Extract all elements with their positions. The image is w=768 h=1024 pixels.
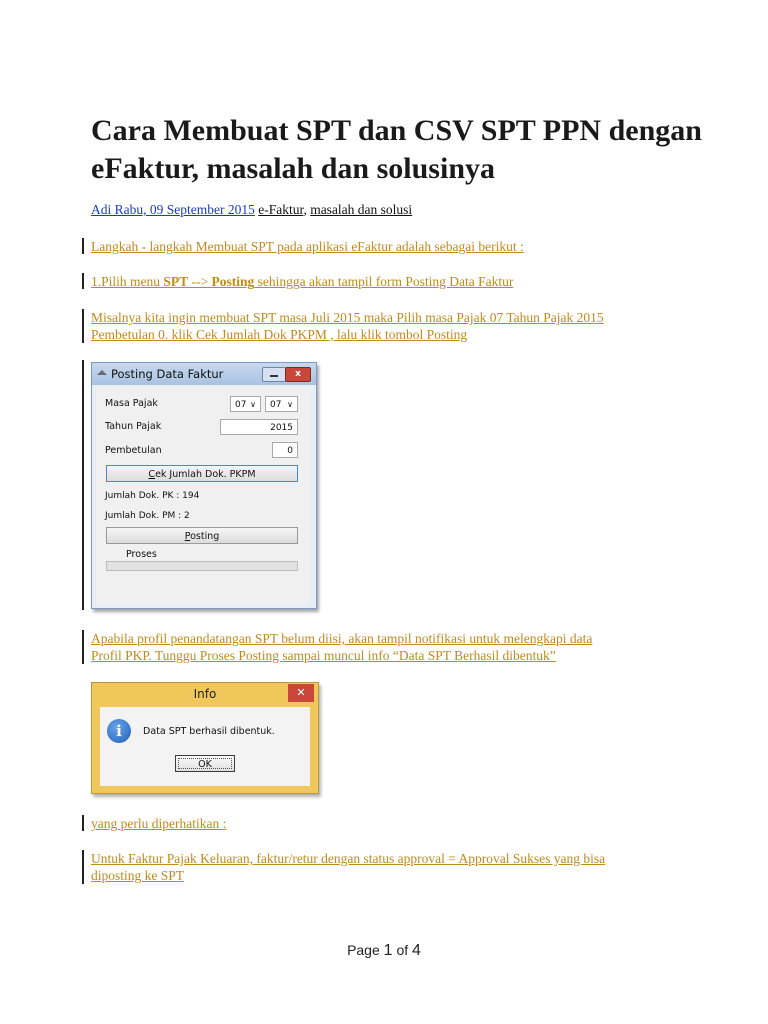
- step1-menu-spt: SPT: [163, 274, 189, 289]
- pembetulan-field[interactable]: 0: [272, 442, 298, 458]
- page-of: of: [392, 942, 413, 958]
- info-dialog-title: Info: [193, 687, 217, 701]
- proses-label: Proses: [126, 549, 157, 560]
- category-link-masalah[interactable]: masalah dan solusi: [310, 202, 413, 217]
- quote-bar: [82, 238, 84, 254]
- profile-line-2[interactable]: Profil PKP. Tunggu Proses Posting sampai muncul info “Data SPT Berhasil dibentuk”: [91, 648, 556, 663]
- faktur-line-2[interactable]: diposting ke SPT: [91, 868, 185, 883]
- tahun-pajak-field[interactable]: 2015: [220, 419, 298, 435]
- author-date-link[interactable]: Adi Rabu, 09 September 2015: [91, 202, 255, 217]
- quote-bar: [82, 850, 84, 884]
- info-close-button[interactable]: ✕: [288, 684, 314, 702]
- page-footer: [0, 942, 768, 960]
- step1-menu-posting: Posting: [211, 274, 255, 289]
- profile-line-1[interactable]: Apabila profil penandatangan SPT belum diisi, akan tampil notifikasi untuk melengkapi data: [91, 631, 593, 646]
- masa-pajak-label: Masa Pajak: [105, 398, 158, 409]
- ok-button[interactable]: OK: [175, 755, 235, 772]
- masa-from-value: 07: [235, 400, 247, 410]
- step1-prefix: 1.Pilih menu: [91, 274, 164, 289]
- quote-bar: [82, 630, 84, 664]
- info-message: Data SPT berhasil dibentuk.: [143, 726, 275, 737]
- info-dialog-body: [100, 707, 310, 786]
- example-paragraph: [91, 309, 691, 343]
- faktur-paragraph: [91, 850, 691, 884]
- jumlah-pm-text: Jumlah Dok. PM : 2: [105, 511, 190, 521]
- quote-bar: [82, 815, 84, 831]
- quote-bar: [82, 309, 84, 343]
- window-title: Posting Data Faktur: [111, 367, 224, 381]
- intro-paragraph: [91, 238, 691, 255]
- masa-to-value: 07: [270, 400, 282, 410]
- category-link-efaktur[interactable]: e-Faktur: [258, 202, 304, 217]
- information-icon: i: [107, 719, 131, 743]
- minimize-button[interactable]: [262, 367, 286, 382]
- category-separator: ,: [303, 202, 307, 217]
- example-line-2[interactable]: Pembetulan 0. klik Cek Jumlah Dok PKPM , lalu klik tombol Posting: [91, 327, 468, 342]
- chevron-down-icon: ∨: [287, 400, 293, 409]
- masa-to-select[interactable]: [265, 396, 298, 412]
- faktur-line-1[interactable]: Untuk Faktur Pajak Keluaran, faktur/retur dengan status approval = Approval Sukses yang bisa: [91, 851, 606, 866]
- window-close-button[interactable]: x: [285, 367, 311, 382]
- intro-text[interactable]: Langkah - langkah Membuat SPT pada aplikasi eFaktur adalah sebagai berikut :: [91, 239, 524, 254]
- posting-button[interactable]: Posting: [106, 527, 298, 544]
- info-dialog: [91, 682, 319, 794]
- window-titlebar: [92, 363, 316, 385]
- posting-data-faktur-window: [91, 362, 317, 609]
- window-body: [96, 387, 310, 604]
- profile-paragraph: [91, 630, 691, 664]
- step1-paragraph: [91, 273, 691, 290]
- page-total: 4: [412, 942, 421, 959]
- note-paragraph: [91, 815, 691, 832]
- quote-bar: [82, 360, 84, 610]
- page-prefix: Page: [347, 942, 384, 958]
- page-current: 1: [383, 942, 393, 959]
- quote-bar: [82, 273, 84, 289]
- app-icon: [97, 369, 107, 377]
- article-meta: [91, 202, 412, 218]
- tahun-pajak-label: Tahun Pajak: [105, 421, 162, 432]
- article-title: Cara Membuat SPT dan CSV SPT PPN dengan eFaktur, masalah dan solusinya: [91, 114, 702, 185]
- step1-suffix: sehingga akan tampil form Posting Data Faktur: [254, 274, 514, 289]
- pembetulan-label: Pembetulan: [105, 445, 162, 456]
- cek-jumlah-dok-button[interactable]: Cek Jumlah Dok. PKPM: [106, 465, 298, 482]
- step1-text[interactable]: [91, 274, 513, 289]
- jumlah-pk-text: Jumlah Dok. PK : 194: [105, 491, 200, 501]
- proses-progress-bar: [106, 561, 298, 571]
- example-line-1[interactable]: Misalnya kita ingin membuat SPT masa Juli 2015 maka Pilih masa Pajak 07 Tahun Pajak 2015: [91, 310, 604, 325]
- masa-from-select[interactable]: [230, 396, 261, 412]
- step1-arrow: -->: [188, 274, 212, 289]
- chevron-down-icon: ∨: [250, 400, 256, 409]
- note-text[interactable]: yang perlu diperhatikan :: [91, 816, 227, 831]
